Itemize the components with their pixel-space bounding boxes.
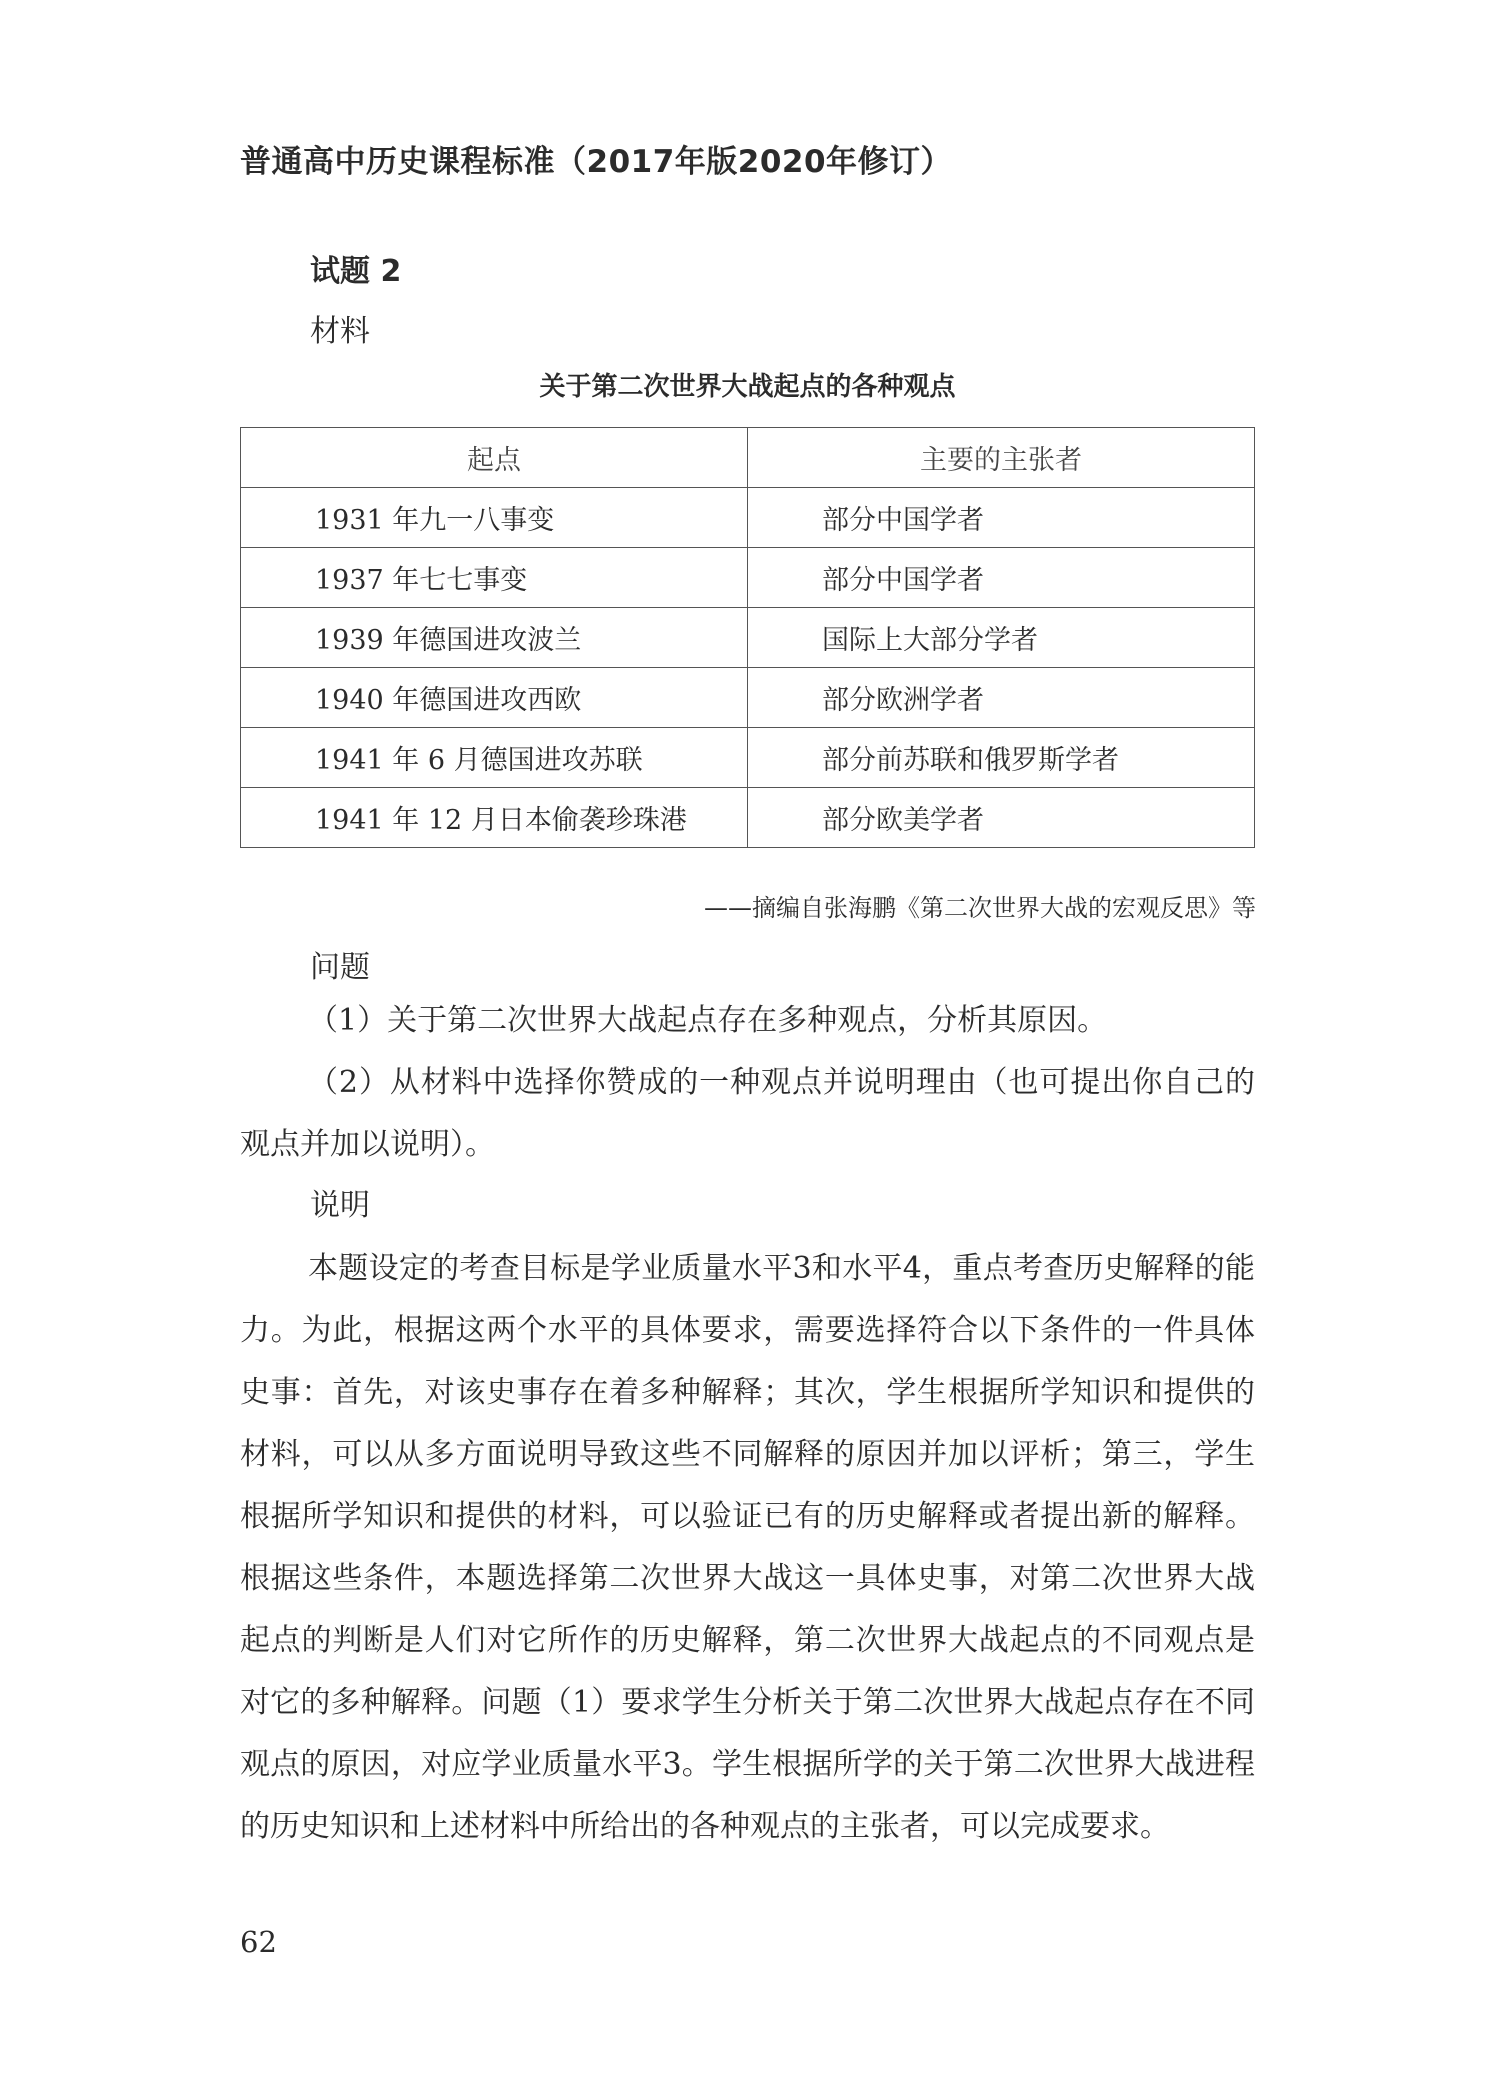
table-cell-start: 1941 年 12 月日本偷袭珍珠港 [241, 788, 748, 848]
table-source-citation: ——摘编自张海鹏《第二次世界大战的宏观反思》等 [704, 894, 1256, 922]
table-cell-advocates: 部分欧洲学者 [748, 668, 1255, 728]
table-cell-start: 1940 年德国进攻西欧 [241, 668, 748, 728]
explanation-label: 说明 [310, 1188, 370, 1223]
table-cell-start: 1939 年德国进攻波兰 [241, 608, 748, 668]
table-cell-advocates: 部分欧美学者 [748, 788, 1255, 848]
table-cell-advocates: 部分前苏联和俄罗斯学者 [748, 728, 1255, 788]
table-row [241, 668, 1255, 728]
table-row [241, 788, 1255, 848]
column-header-start: 起点 [241, 428, 748, 488]
page-number: 62 [240, 1925, 277, 1959]
question-2: （2）从材料中选择你赞成的一种观点并说明理由（也可提出你自己的观点并加以说明）。 [240, 1065, 1255, 1162]
material-label: 材料 [310, 314, 370, 349]
table-cell-start: 1941 年 6 月德国进攻苏联 [241, 728, 748, 788]
table-cell-advocates: 国际上大部分学者 [748, 608, 1255, 668]
running-header: 普通高中历史课程标准（2017年版2020年修订） [240, 144, 953, 180]
table-row [241, 488, 1255, 548]
table-header-row [241, 428, 1255, 488]
table-cell-start: 1937 年七七事变 [241, 548, 748, 608]
table-caption: 关于第二次世界大战起点的各种观点 [539, 372, 956, 402]
question-title: 试题 2 [310, 254, 402, 289]
questions-label: 问题 [310, 950, 370, 985]
column-header-advocates: 主要的主张者 [748, 428, 1255, 488]
table-row [241, 548, 1255, 608]
table-cell-start: 1931 年九一八事变 [241, 488, 748, 548]
table-row [241, 608, 1255, 668]
table-row [241, 728, 1255, 788]
question-1: （1）关于第二次世界大战起点存在多种观点，分析其原因。 [308, 1003, 1108, 1038]
table-cell-advocates: 部分中国学者 [748, 548, 1255, 608]
explanation-body: 本题设定的考查目标是学业质量水平3和水平4，重点考查历史解释的能力。为此，根据这两个水平的具体要求，需要选择符合以下条件的一件具体史事：首先，对该史事存在着多种解释；其次，学生根据所学知识和提供的材料，可以从多方面说明导致这些不同解释的原因并加以评析；第三，学生根据所学知识和提供的材料，可以验证已有的历史解释或者提出新的解释。根据这些条件，本题选择第二次世界大战这一具体史事，对第二次世界大战起点的判断是人们对它所作的历史解释，第二次世界大战起点的不同观点是对它的多种解释。问题（1）要求学生分析关于第二次世界大战起点存在不同观点的原因，对应学业质量水平3。学生根据所学的关于第二次世界大战进程的历史知识和上述材料中所给出的各种观点的主张者，可以完成要求。 [240, 1251, 1255, 1844]
table-cell-advocates: 部分中国学者 [748, 488, 1255, 548]
viewpoints-table [240, 427, 1255, 848]
